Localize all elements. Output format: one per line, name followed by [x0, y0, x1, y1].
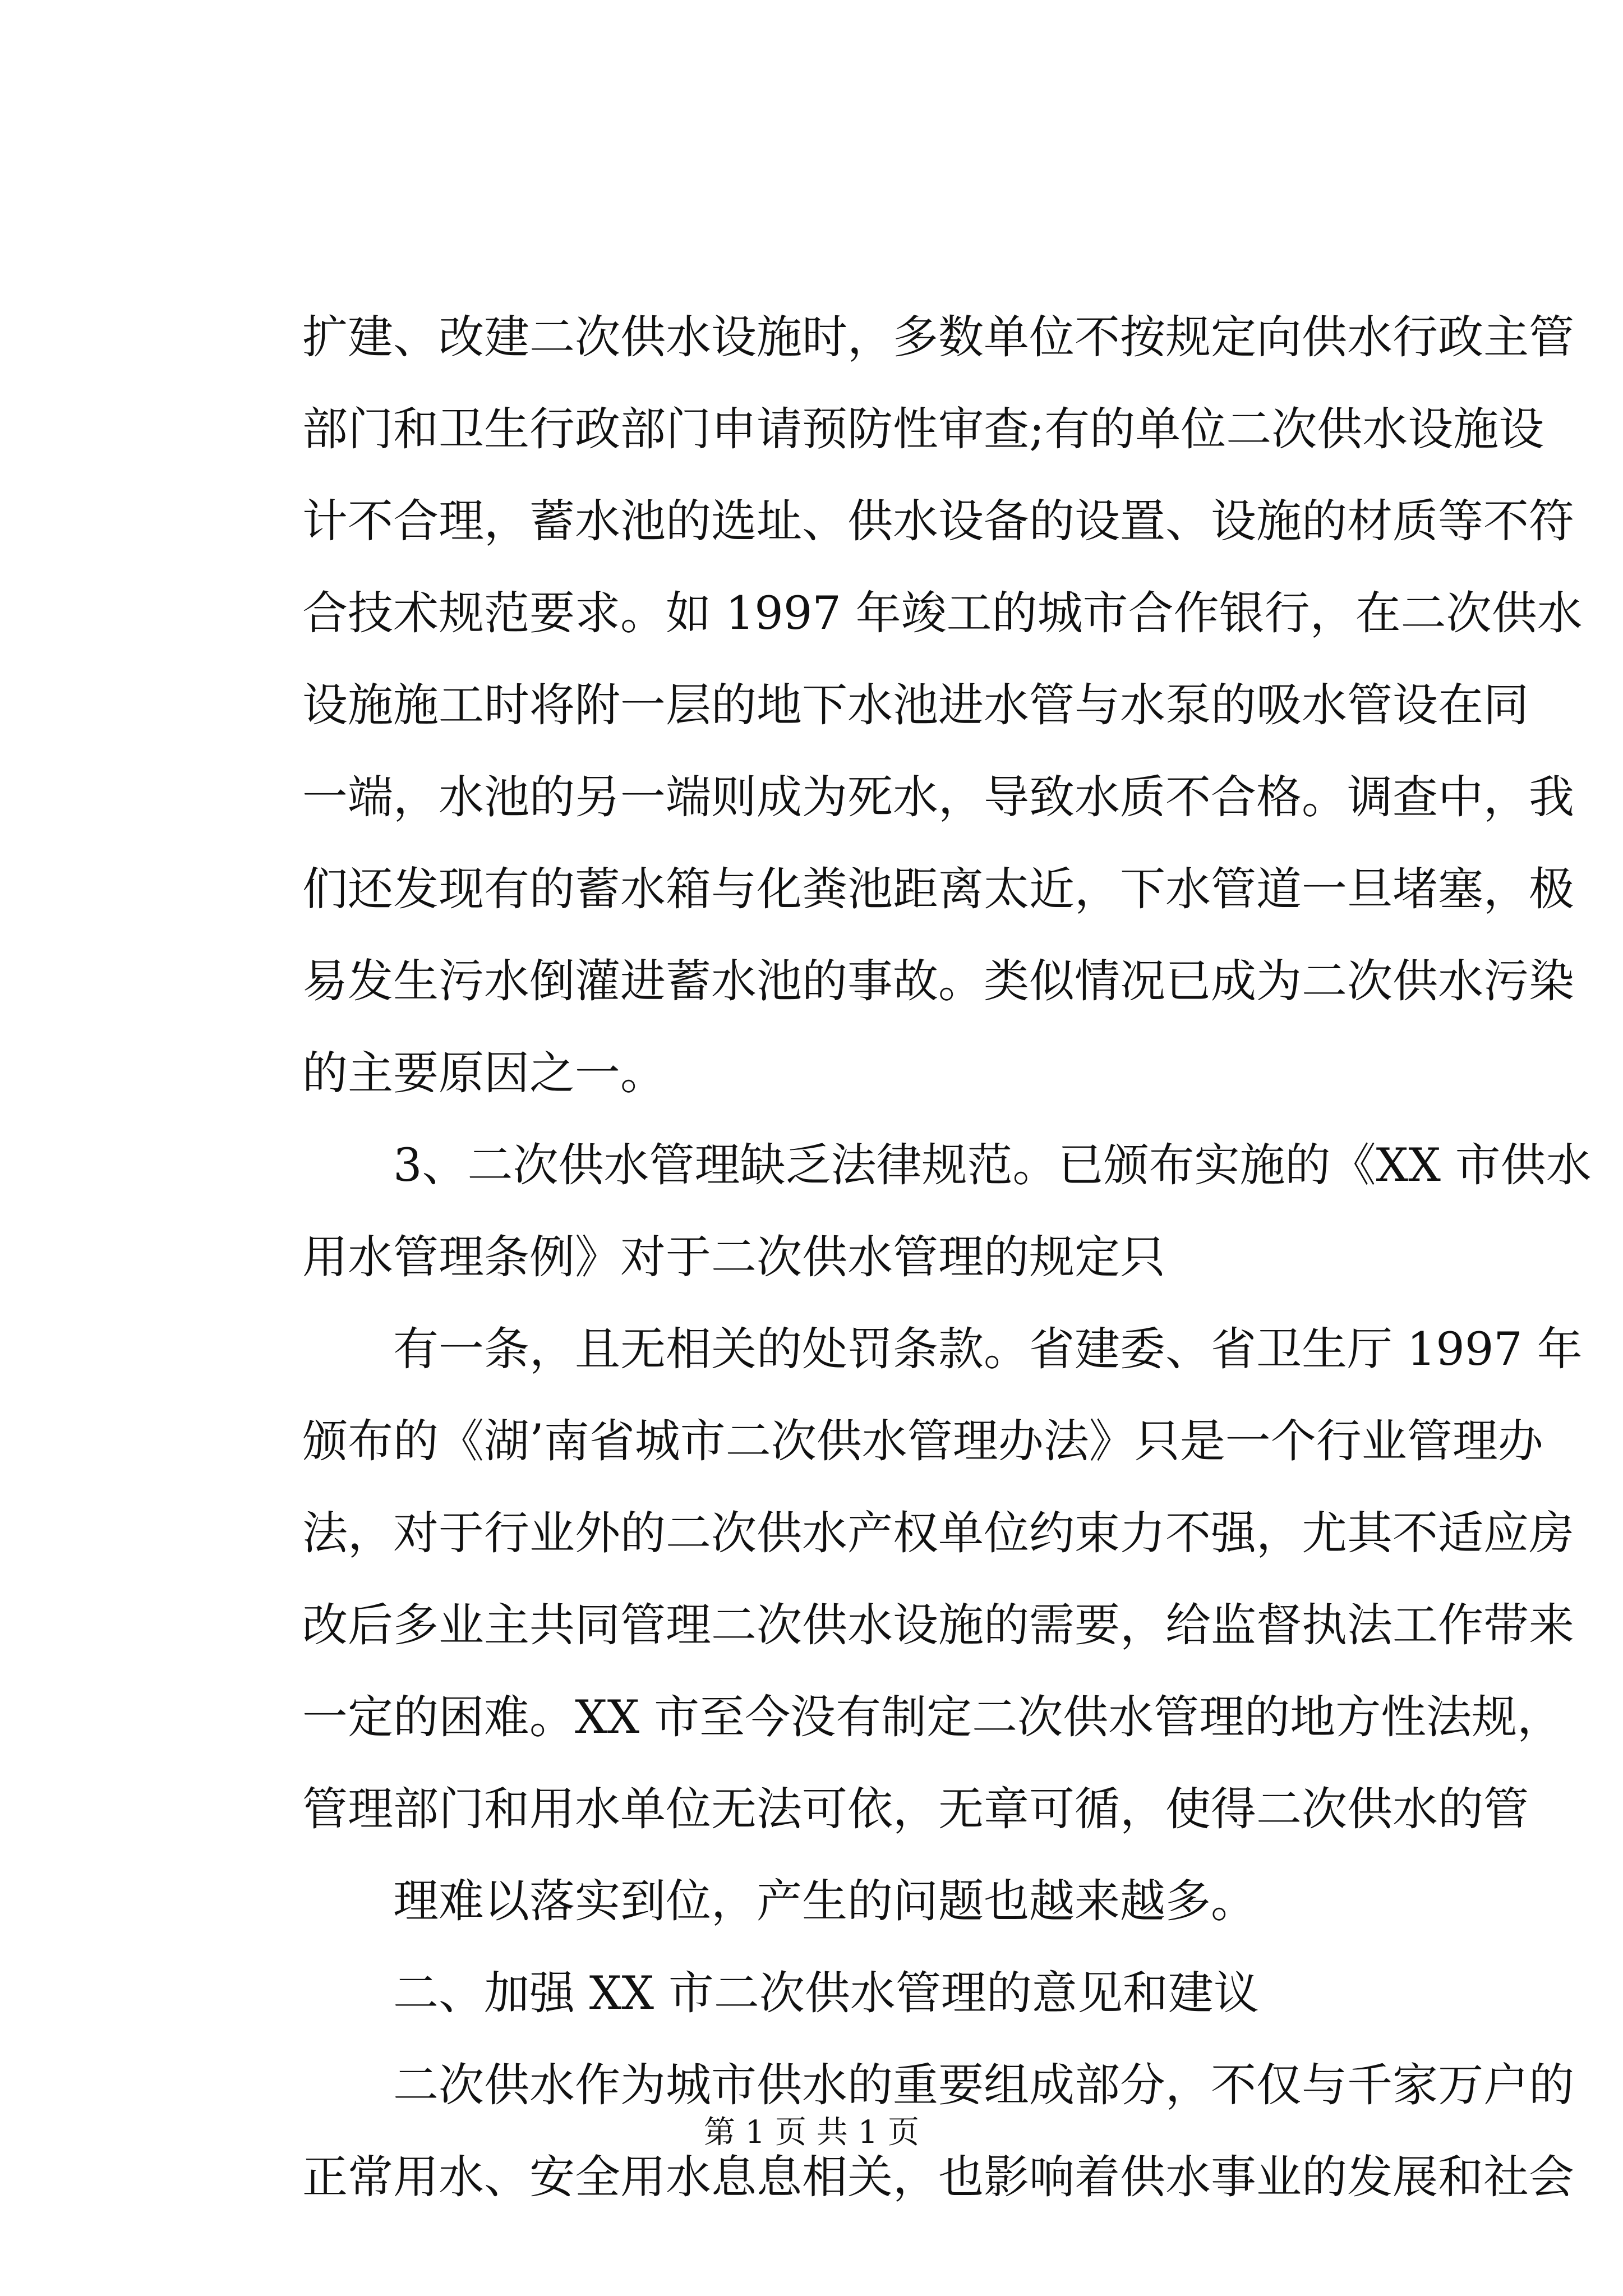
text-line: 计不合理，蓄水池的选址、供水设备的设置、设施的材质等不符: [302, 495, 1575, 548]
text-line: 们还发现有的蓄水箱与化粪池距离太近，下水管道一旦堵塞，极: [302, 863, 1575, 916]
page-footer: 第 1 页 共 1 页: [703, 2114, 920, 2151]
text-line: 法，对于行业外的二次供水产权单位约束力不强，尤其不适应房: [302, 1507, 1575, 1560]
text-line: 颁布的《湖’南省城市二次供水管理办法》只是一个行业管理办: [302, 1415, 1543, 1468]
paragraph-start-line: 有一条，且无相关的处罚条款。省建委、省卫生厅 1997 年: [393, 1323, 1583, 1376]
text-line: 部门和卫生行政部门申请预防性审查;有的单位二次供水设施设: [302, 403, 1544, 456]
text-line: 一端，水池的另一端则成为死水，导致水质不合格。调查中，我: [302, 771, 1575, 824]
text-line: 用水管理条例》对于二次供水管理的规定只: [302, 1231, 1166, 1284]
text-line: 的主要原因之一。: [302, 1047, 666, 1100]
text-line: 正常用水、安全用水息息相关，也影响着供水事业的发展和社会: [302, 2151, 1575, 2204]
text-line: 一定的困难。XX 市至今没有制定二次供水管理的地方性法规，: [302, 1691, 1563, 1744]
text-line: 合技术规范要求。如 1997 年竣工的城市合作银行，在二次供水: [302, 587, 1583, 640]
text-line: 扩建、改建二次供水设施时，多数单位不按规定向供水行政主管: [302, 311, 1575, 364]
text-line: 管理部门和用水单位无法可依，无章可循，使得二次供水的管: [302, 1783, 1529, 1836]
paragraph-start-line: 二次供水作为城市供水的重要组成部分，不仅与千家万户的: [393, 2059, 1575, 2112]
section-heading: 二、加强 XX 市二次供水管理的意见和建议: [393, 1967, 1259, 2020]
paragraph-start-line: 理难以落实到位，产生的问题也越来越多。: [393, 1875, 1257, 1928]
paragraph-start-line: 3、二次供水管理缺乏法律规范。已颁布实施的《XX 市供水: [393, 1139, 1592, 1192]
body-text: [302, 292, 1592, 2224]
text-line: 改后多业主共同管理二次供水设施的需要，给监督执法工作带来: [302, 1599, 1575, 1652]
text-line: 设施施工时将附一层的地下水池进水管与水泵的吸水管设在同: [302, 679, 1529, 732]
text-line: 易发生污水倒灌进蓄水池的事故。类似情况已成为二次供水污染: [302, 955, 1575, 1008]
